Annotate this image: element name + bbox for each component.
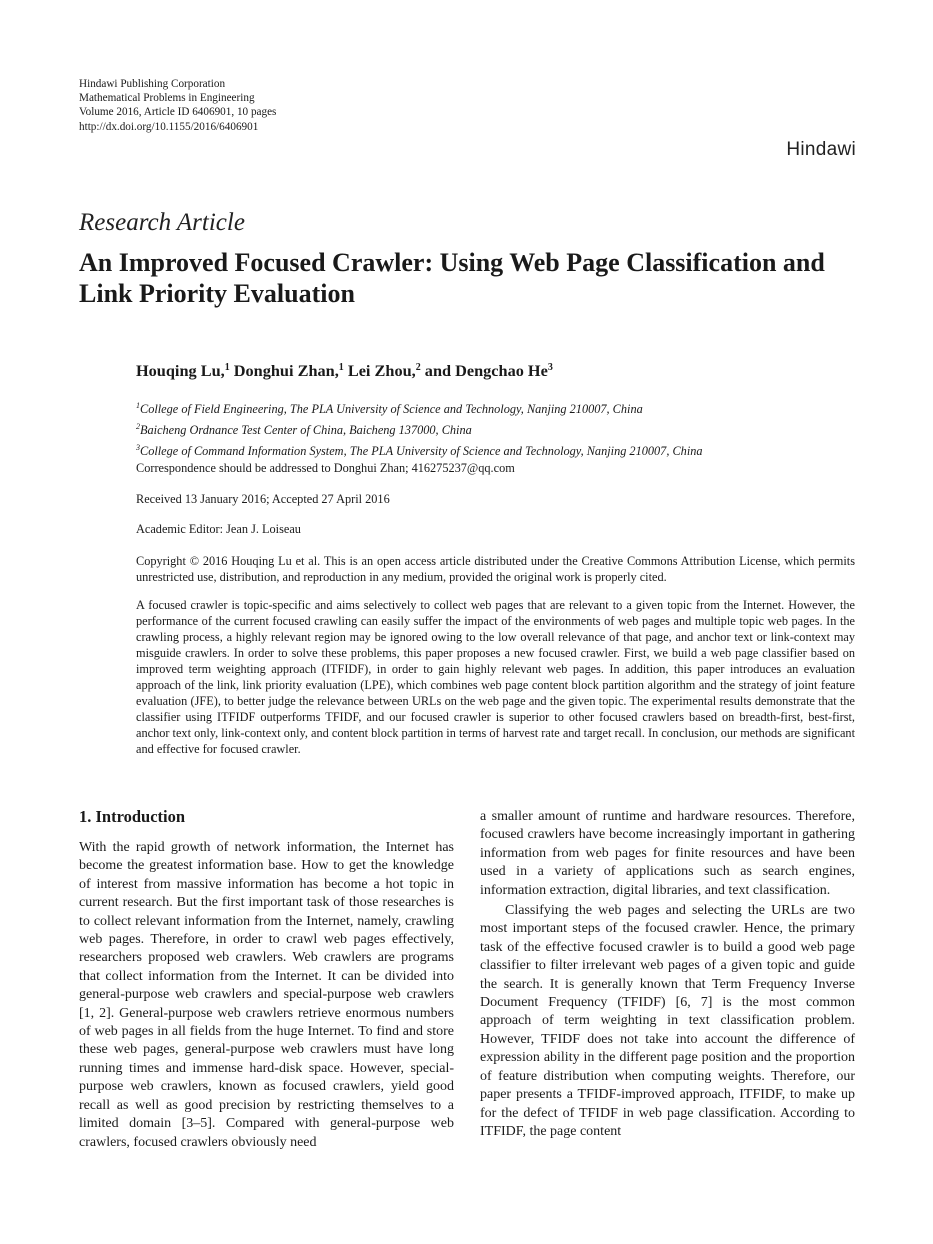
- body-paragraph: With the rapid growth of network information, the Internet has become the greatest information base. How to get the knowledge of interest from massive information has become a hot topic in current research. But the first important task of those researches is to collect relevant information from the Internet, namely, crawling web pages. Therefore, in order to crawl web pages effectively, researchers proposed web crawlers. Web crawlers are programs that collect information from the Internet. It can be divided into general-purpose web crawlers and special-purpose web crawlers [1, 2]. General-purpose web crawlers retrieve enormous numbers of web pages in all fields from the huge Internet. To find and store these web pages, general-purpose web crawlers must have long running times and immense hard-disk space. However, special-purpose web crawlers, known as focused crawlers, yield good recall as well as good precision by restricting themselves to a limited domain [3–5]. Compared with general-purpose web crawlers, focused crawlers obviously need: [79, 840, 454, 1150]
- volume-info: Volume 2016, Article ID 6406901, 10 pages: [79, 106, 277, 119]
- author-name: and Dengchao He: [424, 361, 548, 380]
- hindawi-logo: Hindawi: [786, 139, 856, 160]
- dates-line: Received 13 January 2016; Accepted 27 April 2016: [136, 492, 390, 506]
- author-name: Lei Zhou,: [347, 361, 416, 380]
- abstract: A focused crawler is topic-specific and aims selectively to collect web pages that are relevant to a given topic from the Internet. However, the performance of the current focused crawling can easily suffer the impact of the environments of web pages and multiple topic web pages. In the crawling process, a highly relevant region may be ignored owing to the low overall relevance of that page, and anchor text or link-context may misguide crawlers. In order to solve these problems, this paper proposes a new focused crawler. First, we build a web page classifier based on improved term weighting approach (ITFIDF), in order to gain highly relevant web pages. In addition, this paper introduces an evaluation approach of the link, link priority evaluation (LPE), which combines web page content block partition algorithm and the strategy of joint feature evaluation (JFE), to better judge the relevance between URLs on the web page and the given topic. The experimental results demonstrate that the classifier using ITFIDF outperforms TFIDF, and our focused crawler is superior to other focused crawlers based on breadth-first, best-first, anchor text only, link-context only, and content block partition in terms of harvest rate and target recall. In conclusion, our methods are significant and effective for focused crawler.: [136, 598, 855, 756]
- body-column-left: [79, 839, 454, 1152]
- body-paragraph: a smaller amount of runtime and hardware resources. Therefore, focused crawlers have become increasingly important in gathering information from web pages for finite resources and have been used in a variety of applications such as search engines, information extraction, digital libraries, and text classification.: [480, 809, 855, 898]
- article-title: An Improved Focused Crawler: Using Web Page Classification and Link Priority Evaluation: [79, 248, 825, 308]
- affiliation-item: $^1$College of Field Engineering, The PLA University of Science and Technology, Nanjing 210007, China: [136, 401, 643, 416]
- body-paragraph: Classifying the web pages and selecting the URLs are two most important steps of the focused crawler. Hence, the primary task of the effective focused crawler is to build a good web page classifier to filter irrelevant web pages of a given topic and guide the search. It is generally known that Term Frequency Inverse Document Frequency (TFIDF) [6, 7] is the most common approach of term weighting in text classification problem. However, TFIDF does not take into account the difference of expression ability in the different page position and the proportion of feature distribution when computing weights. Therefore, our paper presents a TFIDF-improved approach, ITFIDF, to make up for the defect of TFIDF in web page classification. According to ITFIDF, the page content: [480, 903, 855, 1139]
- author-name: Houqing Lu,: [136, 361, 225, 380]
- publisher-name: Hindawi Publishing Corporation: [79, 78, 226, 90]
- article-type: Research Article: [79, 209, 245, 236]
- author-affiliation-mark: 1: [224, 362, 230, 373]
- affiliation-item: $^2$Baicheng Ordnance Test Center of China, Baicheng 137000, China: [136, 422, 472, 437]
- section-heading-introduction: 1. Introduction: [79, 807, 186, 826]
- doi-link[interactable]: http://dx.doi.org/10.1155/2016/6406901: [79, 120, 259, 133]
- journal-name: Mathematical Problems in Engineering: [79, 92, 255, 105]
- editor-line: Academic Editor: Jean J. Loiseau: [136, 522, 301, 536]
- author-affiliation-mark: 1: [338, 362, 344, 373]
- correspondence-line: Correspondence should be addressed to Donghui Zhan; 416275237@qq.com: [136, 461, 515, 475]
- affiliation-item: $^3$College of Command Information System, The PLA University of Science and Technology, Nanjing 210007, China: [136, 443, 703, 458]
- copyright-notice: Copyright © 2016 Houqing Lu et al. This is an open access article distributed under the Creative Commons Attribution License, which permits unrestricted use, distribution, and reproduction in any medium, provided the original work is properly cited.: [136, 554, 855, 584]
- author-name: Donghui Zhan,: [233, 361, 339, 380]
- affiliation-list: [136, 397, 703, 460]
- author-list: [136, 361, 553, 381]
- journal-header: [79, 77, 276, 134]
- body-column-right: [480, 808, 855, 1141]
- author-affiliation-mark: 3: [547, 362, 553, 373]
- author-affiliation-mark: 2: [415, 362, 421, 373]
